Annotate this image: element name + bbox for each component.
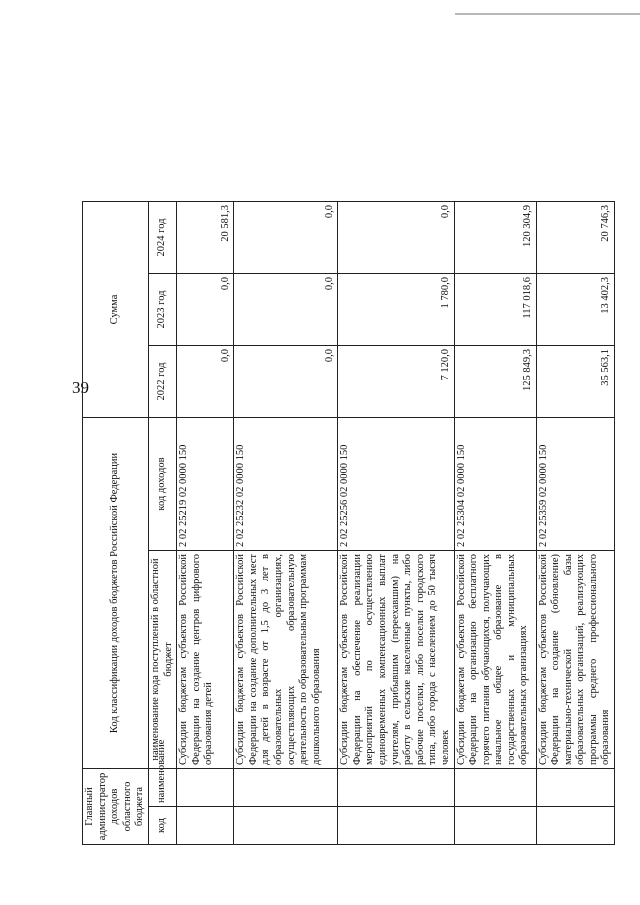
header-admin-code: код: [148, 807, 176, 845]
admin-code-cell: [234, 807, 338, 845]
income-code-cell: 2 02 25256 02 0000 150: [338, 417, 454, 550]
amount-2023-cell: 0,0: [234, 273, 338, 345]
header-amount-group: Сумма: [83, 201, 149, 417]
amount-2022-cell: 0,0: [177, 345, 234, 417]
income-name-cell: Субсидии бюджетам субъектов Российской Федерации на создание дополнительных мест для детей в возрасте от 1,5 до 3 лет в образовательных организациях, осуществляющих образовательную деятельность по образовательным программам дошкольного образования: [234, 551, 338, 769]
amount-2024-cell: 0,0: [234, 201, 338, 273]
admin-name-cell: [536, 769, 615, 807]
header-income-code: код доходов: [148, 417, 176, 550]
amount-2022-cell: 35 563,1: [536, 345, 615, 417]
header-admin-group: Главный администратор доходов областного бюджета: [83, 769, 149, 845]
admin-code-cell: [454, 807, 536, 845]
income-code-cell: 2 02 25304 02 0000 150: [454, 417, 536, 550]
income-table: [82, 56, 615, 845]
page-number: 39: [72, 378, 89, 397]
amount-2023-cell: 1 780,0: [338, 273, 454, 345]
amount-2022-cell: 125 849,3: [454, 345, 536, 417]
income-code-cell: 2 02 25359 02 0000 150: [536, 417, 615, 550]
rotated-table-wrapper: [82, 57, 612, 845]
amount-2022-cell: 7 120,0: [338, 345, 454, 417]
amount-2022-cell: 0,0: [234, 345, 338, 417]
admin-name-cell: [234, 769, 338, 807]
header-admin-name: наименование: [148, 769, 176, 807]
header-income-name: наименование кода поступлений в областной бюджет: [148, 551, 176, 769]
income-name-cell: Субсидии бюджетам субъектов Российской Федерации на обеспечение реализации мероприятий по осуществлению единовременных компенсационных выплат учителям, прибывшим (переехавшим) на работу в сельские населенные пункты, либо рабочие поселки, либо поселки городского типа, либо города с населением до 50 тысяч человек: [338, 551, 454, 769]
amount-2023-cell: 117 018,6: [454, 273, 536, 345]
amount-2023-cell: 13 402,3: [536, 273, 615, 345]
amount-2023-cell: 0,0: [177, 273, 234, 345]
amount-2024-cell: 0,0: [338, 201, 454, 273]
admin-code-cell: [177, 807, 234, 845]
admin-name-cell: [454, 769, 536, 807]
header-classification-group: Код классификации доходов бюджетов Российской Федерации: [83, 417, 149, 768]
scan-edge-line: [455, 13, 640, 15]
admin-code-cell: [536, 807, 615, 845]
amount-2024-cell: 20 746,3: [536, 201, 615, 273]
admin-name-cell: [338, 769, 454, 807]
admin-code-cell: [338, 807, 454, 845]
blank-right-margin: [83, 56, 615, 201]
income-code-cell: 2 02 25219 02 0000 150: [177, 417, 234, 550]
header-year-2024: 2024 год: [148, 201, 176, 273]
header-year-2022: 2022 год: [148, 345, 176, 417]
income-name-cell: Субсидии бюджетам субъектов Российской Федерации на организацию бесплатного горячего питания обучающихся, получающих начальное общее образование в государственных и муниципальных образовательных организациях: [454, 551, 536, 769]
amount-2024-cell: 120 304,9: [454, 201, 536, 273]
income-name-cell: Субсидии бюджетам субъектов Российской Федерации на создание (обновление) материально-технической базы образовательных организаций, реализующих программы среднего профессионального образования: [536, 551, 615, 769]
admin-name-cell: [177, 769, 234, 807]
header-year-2023: 2023 год: [148, 273, 176, 345]
income-code-cell: 2 02 25232 02 0000 150: [234, 417, 338, 550]
amount-2024-cell: 20 581,3: [177, 201, 234, 273]
income-name-cell: Субсидии бюджетам субъектов Российской Федерации на создание центров цифрового образования детей: [177, 551, 234, 769]
